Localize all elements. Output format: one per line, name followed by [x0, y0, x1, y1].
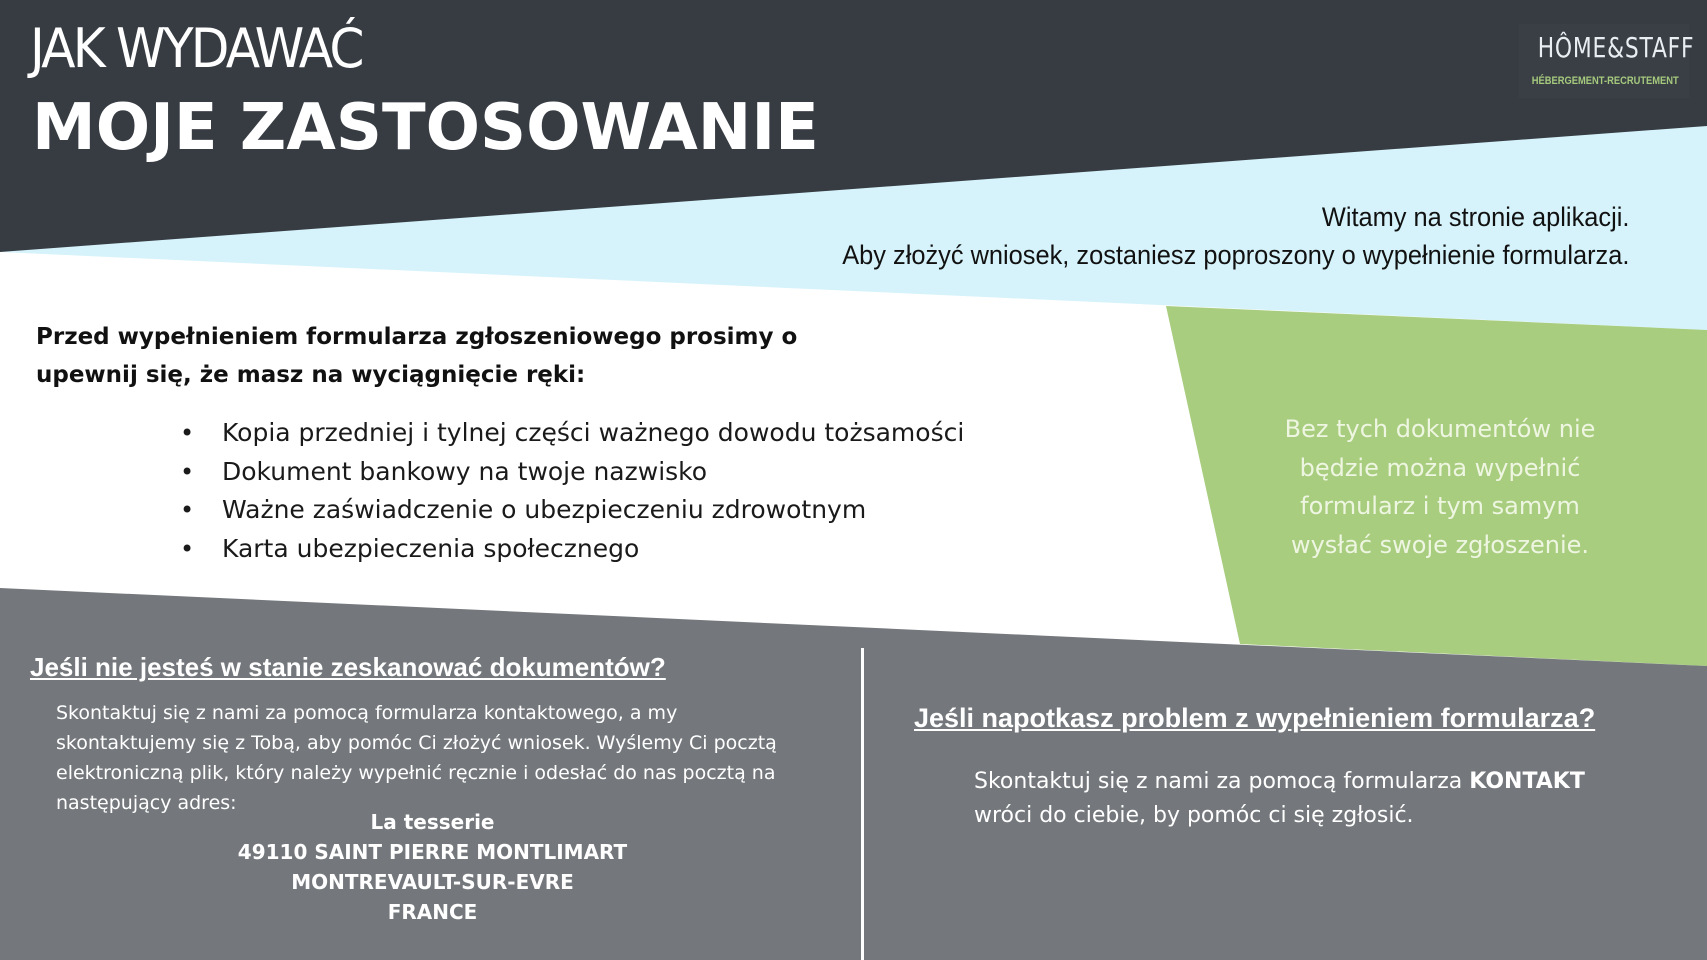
- bullet-icon: •: [180, 496, 195, 524]
- bullet-icon: •: [180, 534, 195, 563]
- contact-keyword: KONTAKT: [1469, 769, 1585, 794]
- address-line1: La tesserie: [370, 810, 495, 834]
- list-item: [180, 453, 964, 492]
- welcome-line1: Witamy na stronie aplikacji.: [1321, 202, 1629, 232]
- form-problem-line2: wróci do ciebie, by pomóc ci się zgłosić.: [974, 803, 1414, 828]
- warning-line2: będzie można wypełnić: [1299, 453, 1581, 482]
- logo-tagline: HÉBERGEMENT-RECRUTEMENT: [1531, 75, 1679, 87]
- warning-line1: Bez tych dokumentów nie: [1284, 415, 1596, 443]
- postal-address: [160, 807, 705, 927]
- welcome-text: [842, 198, 1629, 274]
- form-problem-heading: Jeśli napotkasz problem z wypełnieniem formularza?: [914, 703, 1596, 733]
- scan-body-line3: elektroniczną plik, który należy wypełnić ręcznie i odesłać do nas pocztą na: [56, 762, 776, 784]
- form-problem-line1: [974, 765, 1634, 799]
- list-item: [180, 414, 964, 453]
- scan-body-line2: skontaktujemy się z Tobą, aby pomóc Ci złożyć wniosek. Wyślemy Ci pocztą: [56, 732, 777, 754]
- scan-body-line4: następujący adres:: [56, 792, 237, 814]
- warning-line4: wysłać swoje zgłoszenie.: [1290, 530, 1590, 559]
- brand-logo: [1519, 24, 1695, 98]
- address-line2: 49110 SAINT PIERRE MONTLIMART: [237, 840, 628, 864]
- intro-line2: upewnij się, że masz na wyciągnięcie ręki:: [36, 362, 586, 388]
- list-item: [180, 491, 964, 530]
- address-line4: FRANCE: [387, 900, 478, 924]
- list-item-text: Kopia przedniej i tylnej części ważnego dowodu tożsamości: [222, 418, 965, 447]
- intro-line1: Przed wypełnieniem formularza zgłoszeniowego prosimy o: [36, 324, 798, 350]
- scan-body-line1: Skontaktuj się z nami za pomocą formularza kontaktowego, a my: [56, 702, 678, 724]
- address-line3: MONTREVAULT-SUR-EVRE: [291, 870, 574, 894]
- required-documents-list: [180, 414, 964, 568]
- list-item-text: Karta ubezpieczenia społecznego: [222, 533, 640, 563]
- list-item-text: Dokument bankowy na twoje nazwisko: [222, 456, 708, 486]
- warning-line3: formularz i tym samym: [1300, 492, 1580, 520]
- welcome-line2: Aby złożyć wniosek, zostaniesz poproszony o wypełnienie formularza.: [841, 240, 1629, 270]
- form-problem-text: Skontaktuj się z nami za pomocą formularza: [974, 769, 1470, 794]
- bullet-icon: •: [180, 419, 195, 447]
- missing-documents-warning: [1245, 410, 1635, 564]
- logo-name: HÔME&STAFF: [1537, 31, 1695, 64]
- form-problem-body: [974, 765, 1634, 833]
- requirements-intro: [36, 318, 836, 394]
- section-divider: [861, 648, 864, 960]
- bullet-icon: •: [180, 457, 195, 486]
- page-title-line2: MOJE ZASTOSOWANIE: [32, 91, 819, 165]
- scan-section-body: [56, 698, 836, 818]
- page-title-line1: JAK WYDAWAĆ: [30, 17, 362, 80]
- list-item-text: Ważne zaświadczenie o ubezpieczeniu zdrowotnym: [222, 495, 867, 524]
- scan-section-heading: Jeśli nie jesteś w stanie zeskanować dokumentów?: [30, 652, 666, 682]
- list-item: [180, 530, 964, 569]
